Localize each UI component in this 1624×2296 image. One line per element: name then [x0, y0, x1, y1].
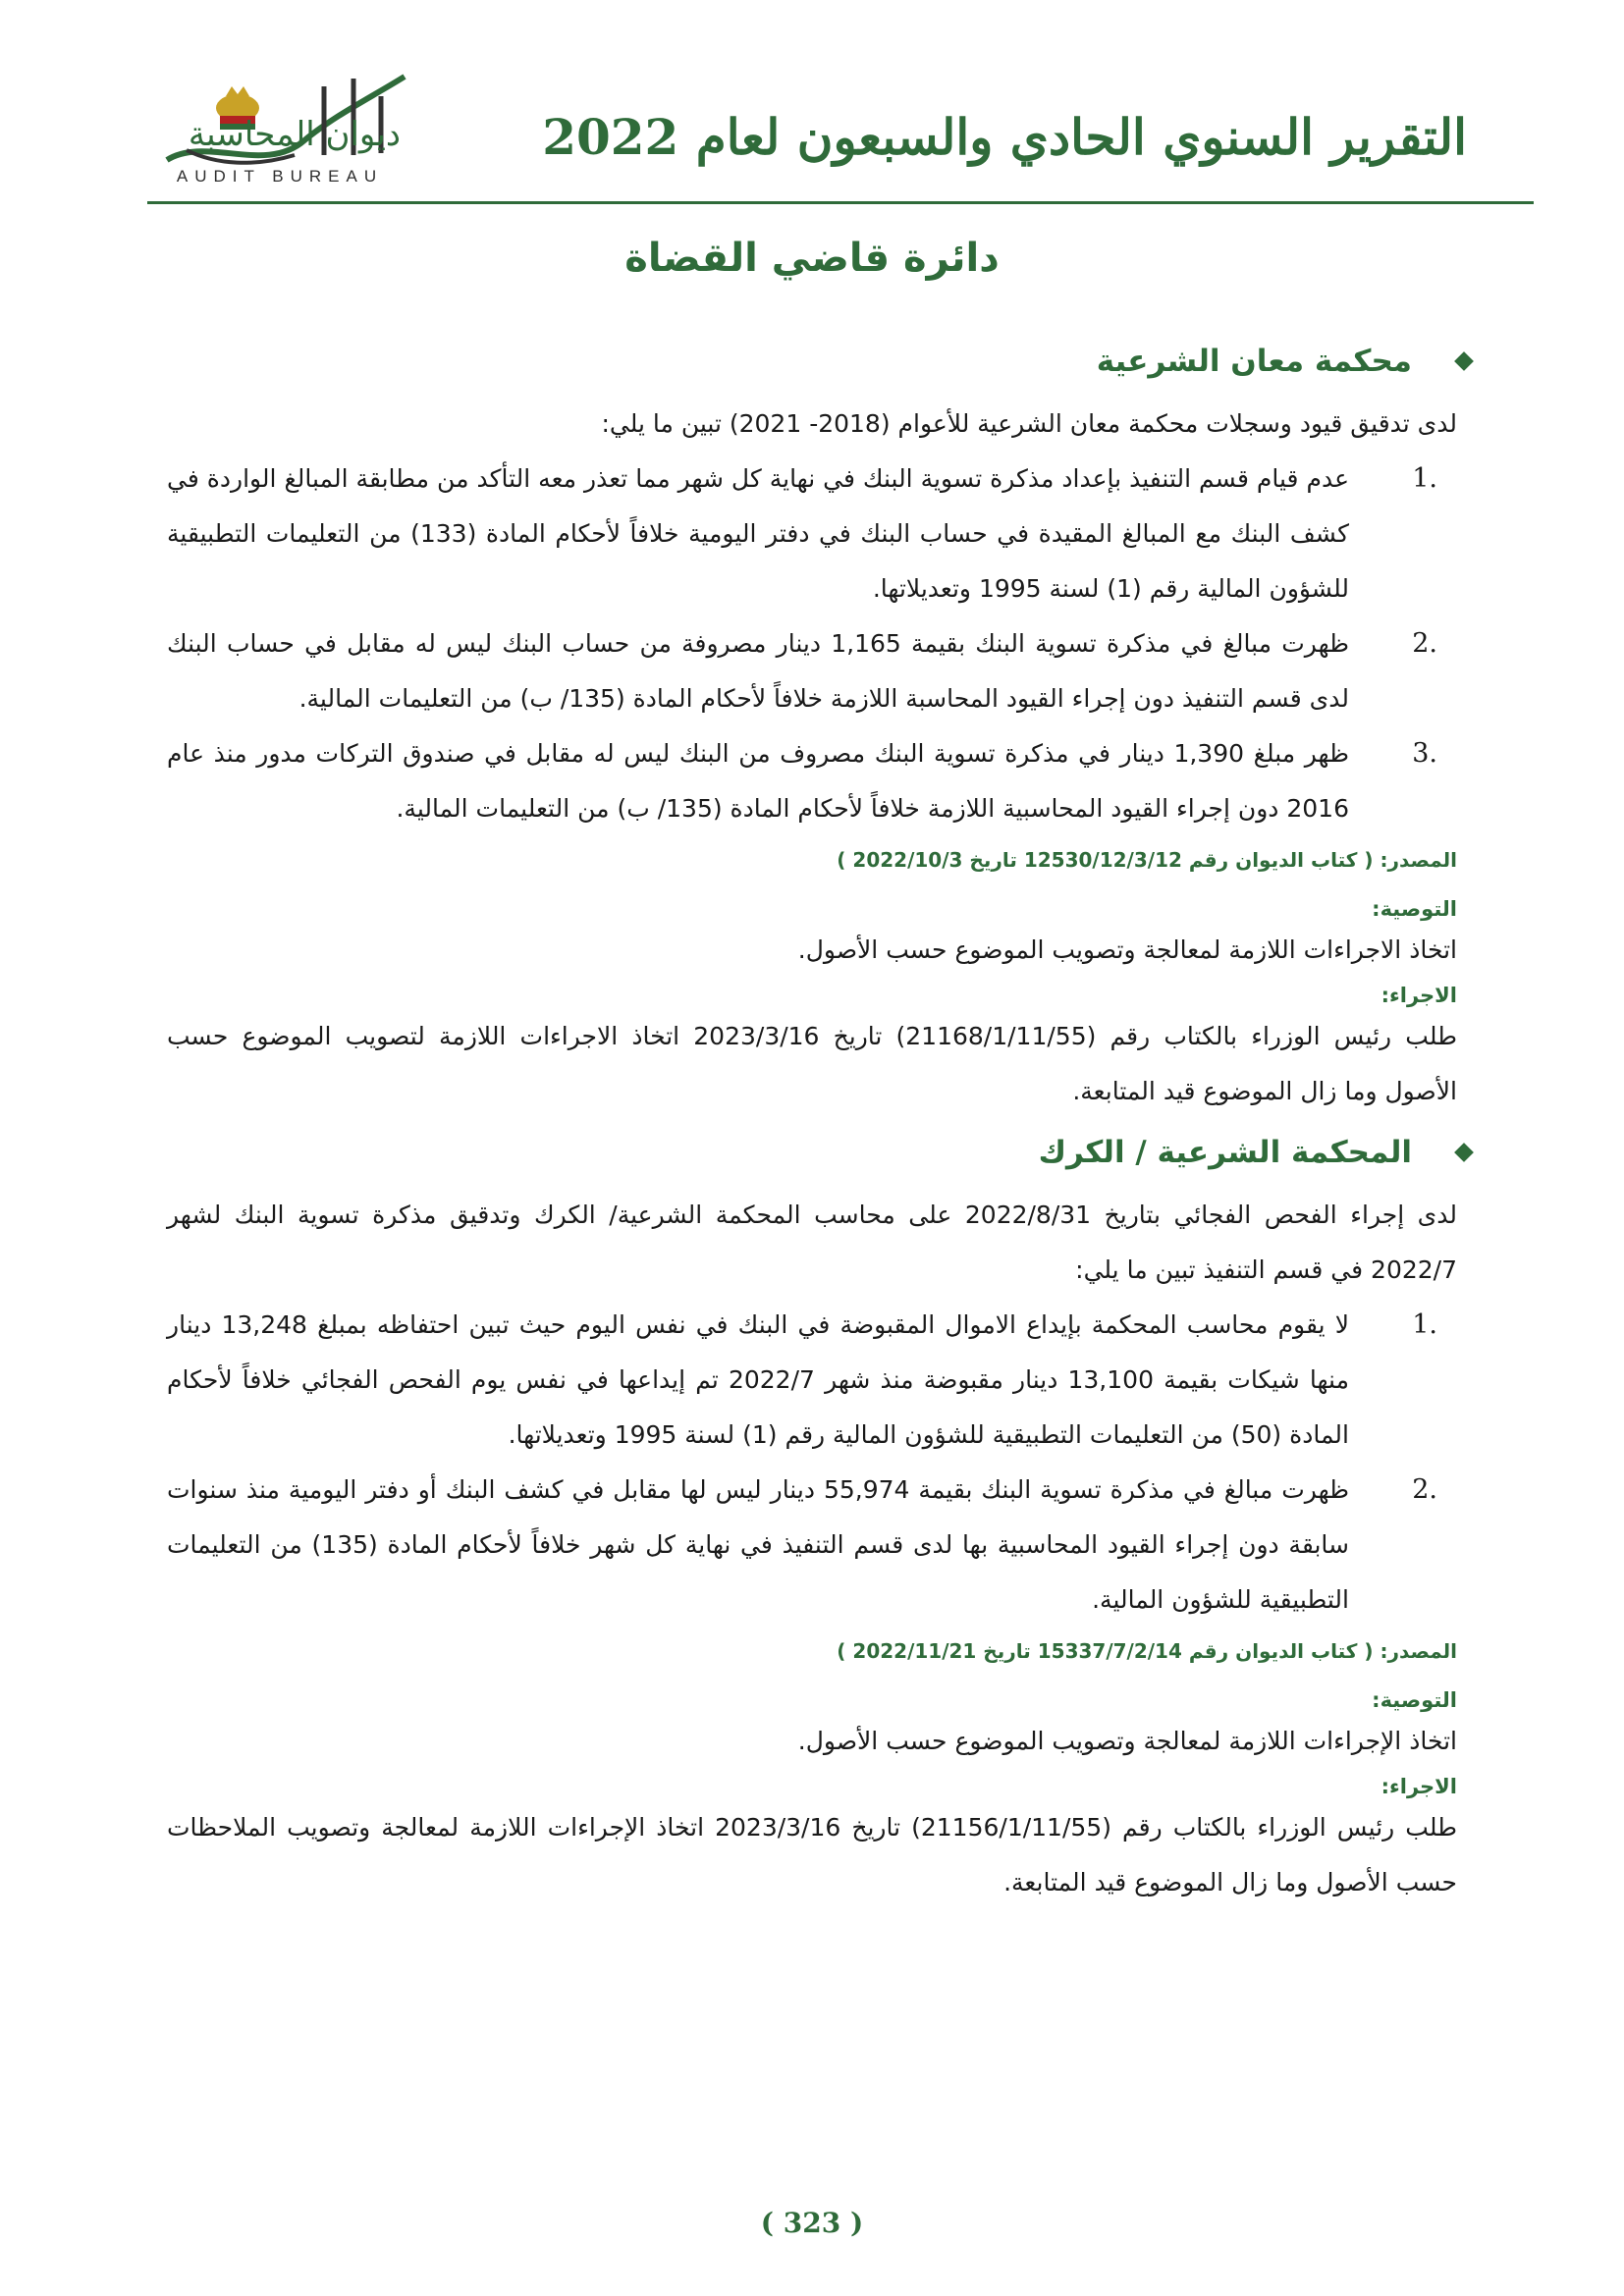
report-title: التقرير السنوي الحادي والسبعون لعام 2022	[542, 108, 1467, 166]
action-label: الاجراء:	[1380, 1775, 1457, 1798]
item-number: .1	[1412, 1309, 1437, 1340]
item-text: ظهرت مبالغ في مذكرة تسوية البنك بقيمة 55,974 دينار ليس لها مقابل في كشف البنك أو دفتر اليومية منذ سنوات سابقة دون إجراء القيود المحاسبية بها لدى قسم التنفيذ في نهاية كل شهر خلافاً لأحكام المادة (135) من التعليمات التطبيقية للشؤون المالية.	[167, 1475, 1349, 1614]
diamond-bullet-icon	[1454, 1143, 1474, 1162]
section-title: المحكمة الشرعية / الكرك	[1038, 1135, 1412, 1170]
recommendation-text: اتخاذ الإجراءات اللازمة لمعالجة وتصويب الموضوع حسب الأصول.	[797, 1727, 1457, 1755]
source-reference: المصدر: ( كتاب الديوان رقم 12530/12/3/12 تاريخ 2022/10/3 )	[837, 848, 1457, 872]
item-number: .2	[1412, 628, 1437, 659]
findings-list	[167, 1298, 1457, 1628]
section-title: محكمة معان الشرعية	[1096, 344, 1412, 379]
action-label: الاجراء:	[1380, 984, 1457, 1007]
list-item	[167, 1298, 1457, 1463]
item-number: .3	[1412, 738, 1437, 769]
section-heading	[167, 1135, 1457, 1170]
list-item	[167, 452, 1457, 616]
item-text: ظهرت مبالغ في مذكرة تسوية البنك بقيمة 1,165 دينار مصروفة من حساب البنك ليس له مقابل في حساب البنك لدى قسم التنفيذ دون إجراء القيود المحاسبة اللازمة خلافاً لأحكام المادة (135/ ب) من التعليمات المالية.	[167, 629, 1349, 713]
item-text: عدم قيام قسم التنفيذ بإعداد مذكرة تسوية البنك في نهاية كل شهر مما تعذر معه التأكد من مطابقة المبالغ الواردة في كشف البنك مع المبالغ المقيدة في حساب البنك في دفتر اليومية خلافاً لأحكام المادة (133) من التعليمات التطبيقية للشؤون المالية رقم (1) لسنة 1995 وتعديلاتها.	[167, 464, 1349, 603]
item-number: .2	[1412, 1474, 1437, 1505]
page-number: ( 323 )	[760, 2207, 864, 2239]
item-text: لا يقوم محاسب المحكمة بإيداع الاموال المقبوضة في البنك في نفس اليوم حيث تبين احتفاظه بمبلغ 13,248 دينار منها شيكات بقيمة 13,100 دينار مقبوضة منذ شهر 2022/7 تم إيداعها في نفس يوم الفحص الفجائي خلافاً لأحكام المادة (50) من التعليمات التطبيقية للشؤون المالية رقم (1) لسنة 1995 وتعديلاتها.	[167, 1310, 1349, 1449]
recommendation-label: التوصية:	[1372, 1688, 1457, 1712]
section-heading	[167, 344, 1457, 379]
section-intro: لدى تدقيق قيود وسجلات محكمة معان الشرعية للأعوام (2018- 2021) تبين ما يلي:	[601, 409, 1457, 438]
list-item	[167, 1463, 1457, 1628]
diamond-bullet-icon	[1454, 351, 1474, 371]
department-title: دائرة قاضي القضاة	[624, 236, 1000, 281]
findings-list	[167, 452, 1457, 836]
section-intro: لدى إجراء الفحص الفجائي بتاريخ 2022/8/31 على محاسب المحكمة الشرعية/ الكرك وتدقيق مذكرة تسوية البنك لشهر 2022/7 في قسم التنفيذ تبين ما يلي:	[167, 1201, 1457, 1284]
list-item	[167, 616, 1457, 726]
action-text: طلب رئيس الوزراء بالكتاب رقم (21156/1/11/55) تاريخ 2023/3/16 اتخاذ الإجراءات اللازمة لمعالجة وتصويب الملاحظات حسب الأصول وما زال الموضوع قيد المتابعة.	[167, 1813, 1458, 1896]
item-number: .1	[1412, 463, 1437, 494]
content	[167, 344, 1457, 1910]
svg-text:ديوان المحاسبة: ديوان المحاسبة	[188, 115, 402, 154]
source-reference: المصدر: ( كتاب الديوان رقم 15337/7/2/14 تاريخ 2022/11/21 )	[837, 1639, 1457, 1663]
recommendation-text: اتخاذ الاجراءات اللازمة لمعالجة وتصويب الموضوع حسب الأصول.	[797, 935, 1457, 964]
item-text: ظهر مبلغ 1,390 دينار في مذكرة تسوية البنك مصروف من البنك ليس له مقابل في صندوق التركات مدور منذ عام 2016 دون إجراء القيود المحاسبية اللازمة خلافاً لأحكام المادة (135/ ب) من التعليمات المالية.	[167, 739, 1349, 823]
logo-caption: AUDIT BUREAU	[176, 167, 384, 186]
recommendation-label: التوصية:	[1372, 897, 1457, 921]
header-divider	[147, 201, 1534, 204]
list-item	[167, 726, 1457, 836]
action-text: طلب رئيس الوزراء بالكتاب رقم (21168/1/11/55) تاريخ 2023/3/16 اتخاذ الاجراءات اللازمة لتصويب الموضوع حسب الأصول وما زال الموضوع قيد المتابعة.	[167, 1022, 1457, 1105]
